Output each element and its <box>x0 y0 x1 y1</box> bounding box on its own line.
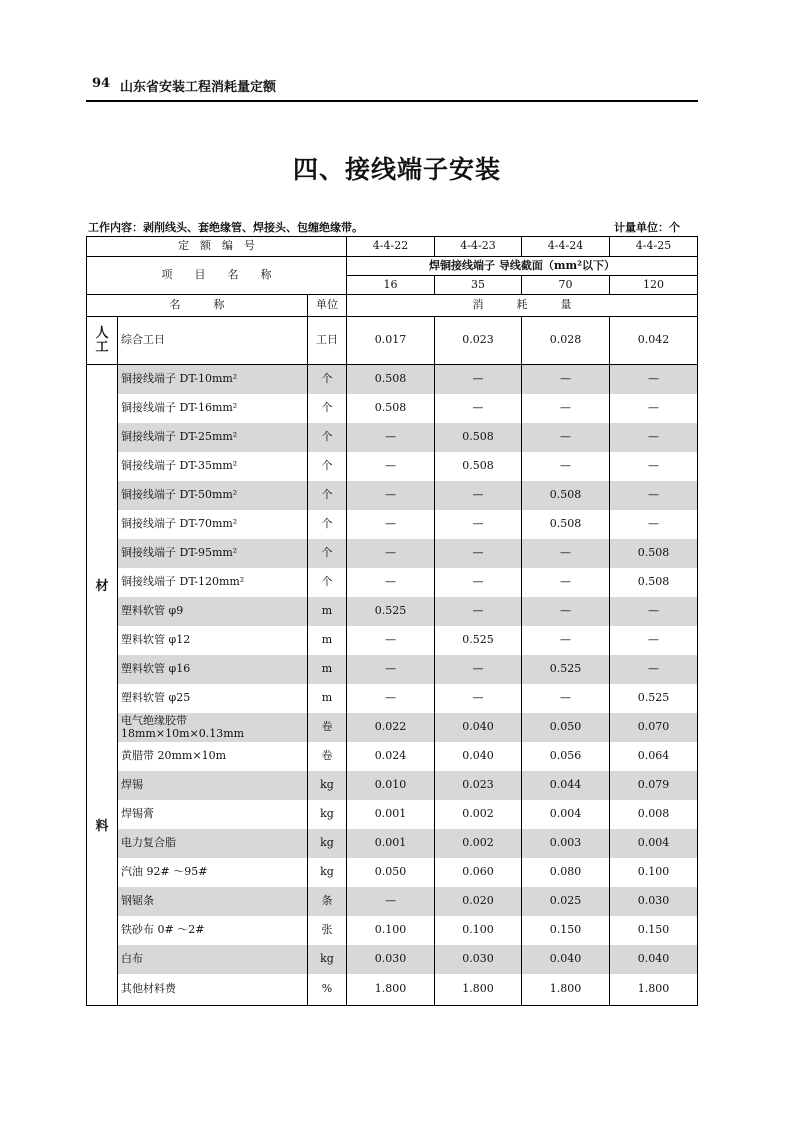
material-unit: kg <box>308 771 347 800</box>
material-value: 0.040 <box>435 713 522 742</box>
material-unit: kg <box>308 800 347 829</box>
material-name: 焊锡 <box>118 771 308 800</box>
material-value: 0.079 <box>610 771 698 800</box>
material-value: 0.040 <box>610 945 698 974</box>
material-value: 0.040 <box>522 945 610 974</box>
material-row <box>87 452 698 481</box>
material-name: 铜接线端子 DT-16mm² <box>118 394 308 423</box>
material-value: — <box>347 568 435 597</box>
material-row <box>87 887 698 916</box>
material-row <box>87 945 698 974</box>
material-value: 1.800 <box>435 974 522 1006</box>
material-value: 0.030 <box>347 945 435 974</box>
material-value: 0.003 <box>522 829 610 858</box>
material-unit: % <box>308 974 347 1006</box>
material-unit: 个 <box>308 539 347 568</box>
material-value: — <box>610 394 698 423</box>
material-value: — <box>347 423 435 452</box>
material-unit: m <box>308 655 347 684</box>
work-content-note: 工作内容：剥削线头、套绝缘管、焊接头、包缠绝缘带。 <box>88 221 363 234</box>
material-unit: kg <box>308 829 347 858</box>
material-value: 0.508 <box>347 365 435 395</box>
material-name: 钢锯条 <box>118 887 308 916</box>
material-value: — <box>435 655 522 684</box>
material-value: — <box>522 452 610 481</box>
material-name: 铜接线端子 DT-95mm² <box>118 539 308 568</box>
material-value: — <box>347 887 435 916</box>
material-row <box>87 481 698 510</box>
measurement-unit-note: 计量单位：个 <box>614 221 680 234</box>
material-value: 0.080 <box>522 858 610 887</box>
material-value: — <box>610 423 698 452</box>
material-value: 1.800 <box>610 974 698 1006</box>
material-value: — <box>610 365 698 395</box>
material-value: 0.040 <box>435 742 522 771</box>
material-value: 0.022 <box>347 713 435 742</box>
material-value: 0.525 <box>347 597 435 626</box>
material-value: — <box>522 568 610 597</box>
quota-code: 4-4-22 <box>347 237 435 257</box>
material-value: 0.050 <box>347 858 435 887</box>
size-cell: 35 <box>435 276 522 295</box>
item-group-row <box>87 257 698 276</box>
material-value: — <box>347 510 435 539</box>
material-row <box>87 539 698 568</box>
material-value: 0.508 <box>347 394 435 423</box>
material-name: 铁砂布 0# ～2# <box>118 916 308 945</box>
material-category-label: 材 <box>95 579 109 594</box>
material-row <box>87 365 698 395</box>
material-name: 电气绝缘胶带 18mm×10m×0.13mm <box>118 713 308 742</box>
material-value: 0.508 <box>522 481 610 510</box>
material-value: — <box>522 597 610 626</box>
material-row <box>87 597 698 626</box>
material-unit: 卷 <box>308 713 347 742</box>
name-column-header: 名 称 <box>87 295 308 317</box>
material-unit: m <box>308 626 347 655</box>
material-value: 0.008 <box>610 800 698 829</box>
material-value: 0.001 <box>347 800 435 829</box>
material-value: 0.002 <box>435 800 522 829</box>
material-name: 铜接线端子 DT-35mm² <box>118 452 308 481</box>
material-row <box>87 510 698 539</box>
section-title: 四、接线端子安装 <box>292 155 501 184</box>
material-value: — <box>522 394 610 423</box>
material-unit: 卷 <box>308 742 347 771</box>
material-value: — <box>435 481 522 510</box>
material-value: 0.024 <box>347 742 435 771</box>
material-value: — <box>522 365 610 395</box>
material-value: 0.023 <box>435 771 522 800</box>
material-unit: 个 <box>308 510 347 539</box>
size-cell: 120 <box>610 276 698 295</box>
material-unit: 个 <box>308 423 347 452</box>
material-unit: 个 <box>308 481 347 510</box>
material-value: — <box>347 539 435 568</box>
material-value: — <box>522 626 610 655</box>
labor-value: 0.028 <box>522 317 610 365</box>
material-value: 1.800 <box>347 974 435 1006</box>
material-value: 0.056 <box>522 742 610 771</box>
material-value: — <box>522 684 610 713</box>
material-value: 0.508 <box>610 568 698 597</box>
material-row <box>87 626 698 655</box>
labor-category-label: 人工 <box>95 325 109 355</box>
material-value: — <box>435 539 522 568</box>
material-value: — <box>522 539 610 568</box>
size-cell: 70 <box>522 276 610 295</box>
material-value: 0.508 <box>435 452 522 481</box>
material-row <box>87 800 698 829</box>
material-value: — <box>610 597 698 626</box>
labor-row <box>87 317 698 365</box>
material-value: — <box>435 510 522 539</box>
labor-category <box>87 317 118 365</box>
material-value: 0.030 <box>435 945 522 974</box>
material-unit: 条 <box>308 887 347 916</box>
material-value: 0.100 <box>610 858 698 887</box>
material-value: 0.044 <box>522 771 610 800</box>
material-value: — <box>435 568 522 597</box>
material-value: — <box>610 655 698 684</box>
material-value: 0.508 <box>522 510 610 539</box>
material-name: 其他材料费 <box>118 974 308 1006</box>
material-name: 塑料软管 φ12 <box>118 626 308 655</box>
material-name: 塑料软管 φ16 <box>118 655 308 684</box>
material-value: 0.025 <box>522 887 610 916</box>
material-row <box>87 742 698 771</box>
material-row <box>87 829 698 858</box>
material-name: 黄腊带 20mm×10m <box>118 742 308 771</box>
material-value: 0.150 <box>610 916 698 945</box>
material-value: 0.150 <box>522 916 610 945</box>
material-value: 0.100 <box>435 916 522 945</box>
material-value: — <box>610 452 698 481</box>
material-value: — <box>347 626 435 655</box>
material-value: 0.020 <box>435 887 522 916</box>
material-value: — <box>522 423 610 452</box>
material-unit: m <box>308 597 347 626</box>
material-name: 汽油 92# ～95# <box>118 858 308 887</box>
header-rule <box>86 100 698 102</box>
material-value: 0.070 <box>610 713 698 742</box>
material-value: — <box>435 394 522 423</box>
quota-code-row <box>87 237 698 257</box>
quota-code: 4-4-23 <box>435 237 522 257</box>
labor-value: 0.023 <box>435 317 522 365</box>
material-name: 铜接线端子 DT-10mm² <box>118 365 308 395</box>
material-value: — <box>347 684 435 713</box>
material-value: 0.525 <box>610 684 698 713</box>
material-unit: 个 <box>308 365 347 395</box>
material-row <box>87 568 698 597</box>
unit-column-header: 单位 <box>308 295 347 317</box>
material-value: 0.002 <box>435 829 522 858</box>
labor-unit: 工日 <box>308 317 347 365</box>
item-name-label: 项 目 名 称 <box>87 257 347 295</box>
material-value: 0.004 <box>522 800 610 829</box>
size-cell: 16 <box>347 276 435 295</box>
book-title: 山东省安装工程消耗量定额 <box>120 80 277 95</box>
material-row <box>87 916 698 945</box>
material-row <box>87 713 698 742</box>
material-value: 0.100 <box>347 916 435 945</box>
labor-value: 0.042 <box>610 317 698 365</box>
material-name: 电力复合脂 <box>118 829 308 858</box>
column-header-row <box>87 295 698 317</box>
material-name: 铜接线端子 DT-70mm² <box>118 510 308 539</box>
material-value: 0.001 <box>347 829 435 858</box>
material-value: — <box>435 597 522 626</box>
consumption-column-header: 消 耗 量 <box>347 295 698 317</box>
quota-table <box>86 236 698 1006</box>
material-value: 0.030 <box>610 887 698 916</box>
labor-value: 0.017 <box>347 317 435 365</box>
material-unit: 个 <box>308 568 347 597</box>
material-name: 塑料软管 φ25 <box>118 684 308 713</box>
material-value: 0.010 <box>347 771 435 800</box>
material-value: — <box>610 626 698 655</box>
material-category-label: 料 <box>95 819 109 834</box>
material-value: 1.800 <box>522 974 610 1006</box>
item-group-label: 焊铜接线端子 导线截面（mm²以下） <box>347 257 698 276</box>
quota-code: 4-4-24 <box>522 237 610 257</box>
material-name: 铜接线端子 DT-25mm² <box>118 423 308 452</box>
material-unit: 个 <box>308 452 347 481</box>
material-value: — <box>347 481 435 510</box>
material-value: 0.060 <box>435 858 522 887</box>
material-value: — <box>347 655 435 684</box>
material-row <box>87 858 698 887</box>
material-value: — <box>610 510 698 539</box>
material-value: 0.508 <box>435 423 522 452</box>
material-row <box>87 655 698 684</box>
material-value: — <box>435 684 522 713</box>
material-value: 0.525 <box>435 626 522 655</box>
material-name: 塑料软管 φ9 <box>118 597 308 626</box>
labor-item-name: 综合工日 <box>118 317 308 365</box>
quota-code: 4-4-25 <box>610 237 698 257</box>
material-name: 焊锡膏 <box>118 800 308 829</box>
material-value: — <box>610 481 698 510</box>
material-row <box>87 974 698 1006</box>
material-name: 铜接线端子 DT-50mm² <box>118 481 308 510</box>
quota-code-label: 定 额 编 号 <box>87 237 347 257</box>
material-row <box>87 771 698 800</box>
material-unit: 张 <box>308 916 347 945</box>
material-value: 0.004 <box>610 829 698 858</box>
material-row <box>87 684 698 713</box>
material-unit: m <box>308 684 347 713</box>
material-unit: 个 <box>308 394 347 423</box>
material-row <box>87 423 698 452</box>
material-value: 0.064 <box>610 742 698 771</box>
material-value: — <box>435 365 522 395</box>
material-value: — <box>347 452 435 481</box>
material-row <box>87 394 698 423</box>
material-name: 铜接线端子 DT-120mm² <box>118 568 308 597</box>
material-value: 0.050 <box>522 713 610 742</box>
material-unit: kg <box>308 858 347 887</box>
material-unit: kg <box>308 945 347 974</box>
material-value: 0.508 <box>610 539 698 568</box>
page-number: 94 <box>92 76 111 91</box>
material-value: 0.525 <box>522 655 610 684</box>
material-category <box>87 365 118 1006</box>
material-name: 白布 <box>118 945 308 974</box>
